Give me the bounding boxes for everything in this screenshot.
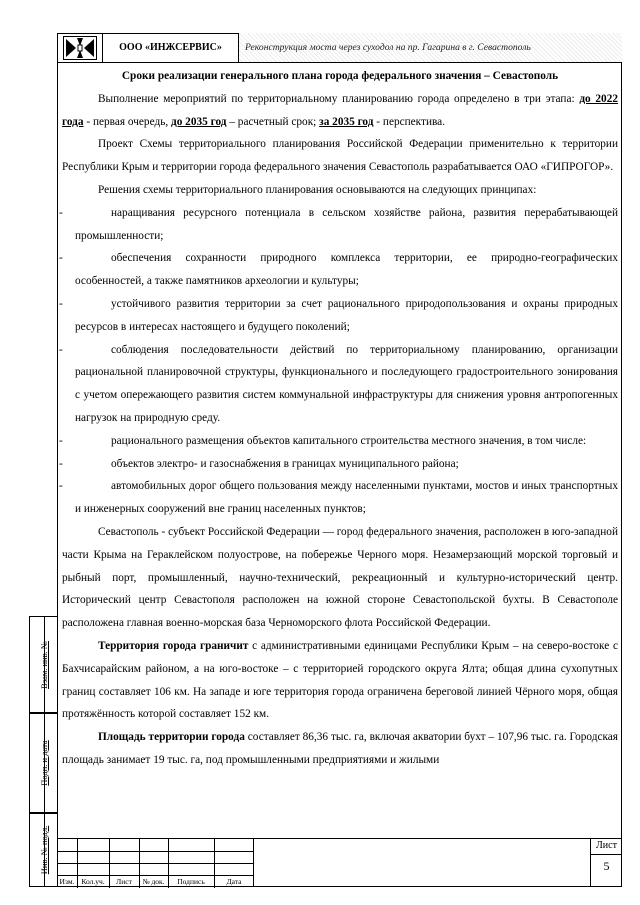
side-stamp-inventory xyxy=(29,813,57,887)
list-item: - рационального размещения объектов капитального строительства местного значения, в том числе: xyxy=(62,430,618,453)
list-item-text: автомобильных дорог общего пользования между населенными пунктами, мостов и иных транспортных и инженерных сооружений вне границ населенных пунктов; xyxy=(75,480,618,516)
side-stamp-signature xyxy=(29,713,57,813)
text: – расчетный срок; xyxy=(226,115,320,128)
list-item: - обеспечения сохранности природного комплекса территории, ее природно-географических особенностей, а также памятников археологии и культуры; xyxy=(62,247,618,293)
list-item-text: соблюдения последовательности действий по территориальному планированию, организации рациональной планировочной структуры, функционального и последующего градостроительного зонирования с учетом опережающего развития систем коммунальной инфраструктуры для снижения уровня антропогенных нагрузок на природную среду. xyxy=(75,343,618,424)
column-label: № док. xyxy=(142,877,165,886)
column-label: Лист xyxy=(116,877,132,886)
company-name: ООО «ИНЖСЕРВИС» xyxy=(103,33,239,62)
side-label: Подп. и дата xyxy=(38,740,49,786)
side-label: Инв. № подл. xyxy=(38,825,49,875)
paragraph-sevastopol: Севастополь - субъект Российской Федерации — город федерального значения, расположен в юго-западной части Крыма на Гераклейском полуострове, на побережье Черного моря. Незамерзающий морской торговый и рыбный порт, промышленный, научно-технический, рекреационный и культурно-исторический центр. Исторический центр Севастополя расположен на южной стороне Севастопольской бухты. В Севастополе расположена главная военно-морская база Черноморского флота Российской Федерации. xyxy=(62,525,618,630)
text: составляет 86,36 тыс. га, включая акватории бухт – 107,96 тыс. га. Городская площадь занимает 19 тыс. га, под промышленными предприятиями и жилыми xyxy=(62,731,618,766)
paragraph-borders xyxy=(62,635,618,726)
text: - первая очередь, xyxy=(83,115,171,128)
list-item: - объектов электро- и газоснабжения в границах муниципального района; xyxy=(62,453,618,476)
sheet-label: Лист xyxy=(596,840,617,851)
revision-table xyxy=(57,838,254,887)
list-item-text: рационального размещения объектов капитального строительства местного значения, в том числе: xyxy=(111,434,587,447)
project-title: Реконструкция моста через суходол на пр. Гагарина в г. Севастополь xyxy=(239,33,622,62)
list-item-text: устойчивого развития территории за счет рационального природопользования и охраны природных ресурсов в интересах настоящего и будущего поколений; xyxy=(75,297,618,333)
borders-lead: Территория города граничит xyxy=(98,639,249,652)
paragraph-stages xyxy=(62,88,618,134)
list-item-text: наращивания ресурсного потенциала в сельском хозяйстве района, развития перерабатывающей промышленности; xyxy=(75,206,618,242)
list-item: - устойчивого развития территории за счет рационального природопользования и охраны природных ресурсов в интересах настоящего и будущего поколений; xyxy=(62,293,618,339)
list-item: - соблюдения последовательности действий по территориальному планированию, организации рациональной планировочной структуры, функционального и последующего градостроительного зонирования с учетом опережающего развития систем коммунальной инфраструктуры для снижения уровня антропогенных нагрузок на природную среду. xyxy=(62,339,618,430)
side-label: Взам. инв. № xyxy=(38,640,49,689)
title-block xyxy=(57,838,622,887)
side-stamp-replacement xyxy=(29,616,57,713)
list-item-text: объектов электро- и газоснабжения в границах муниципального района; xyxy=(111,457,459,470)
paragraph-area xyxy=(62,726,618,772)
text: Выполнение мероприятий по территориальному планированию города определено в три этапа: xyxy=(98,92,580,105)
column-label: Кол.уч. xyxy=(81,877,105,886)
column-label: Подпись xyxy=(177,877,205,886)
section-heading: Сроки реализации генерального плана города федерального значения – Севастополь xyxy=(121,70,559,82)
company-logo xyxy=(57,33,103,62)
stage-3: за 2035 год xyxy=(319,115,374,128)
sheet-number: 5 xyxy=(603,859,610,873)
logo-icon xyxy=(63,36,97,60)
stage-1: до 2022 года xyxy=(62,92,619,128)
text: с административными единицами Республики Крым – на северо-востоке с Бахчисарайским районом, а на юго-востоке – с территорией городского округа Ялта; общая длина сухопутных границ составляет 106 км. На западе и юге территория города ограничена береговой линией Чёрного моря, общая протяжённость которой составляет 152 км. xyxy=(62,639,618,721)
paragraph-project: Проект Схемы территориального планирования Российской Федерации применительно к территории Республики Крым и территории города федерального значения Севастополь разрабатывается ОАО «ГИПРОГОР». xyxy=(62,138,618,174)
text: - перспектива. xyxy=(373,115,446,128)
list-item: - наращивания ресурсного потенциала в сельском хозяйстве района, развития перерабатывающей промышленности; xyxy=(62,202,618,248)
list-item: - автомобильных дорог общего пользования между населенными пунктами, мостов и иных транспортных и инженерных сооружений вне границ населенных пунктов; xyxy=(62,475,618,521)
document-body xyxy=(59,65,619,772)
column-label: Изм. xyxy=(59,877,75,886)
paragraph-principles: Решения схемы территориального планирования основываются на следующих принципах: xyxy=(98,183,537,196)
column-label: Дата xyxy=(226,877,242,886)
page-header xyxy=(57,33,622,63)
sheet-box xyxy=(590,838,622,887)
stage-2: до 2035 год xyxy=(171,115,227,128)
list-item-text: обеспечения сохранности природного комплекса территории, ее природно-географических особенностей, а также памятников археологии и культуры; xyxy=(75,252,618,288)
area-lead: Площадь территории города xyxy=(98,731,245,744)
